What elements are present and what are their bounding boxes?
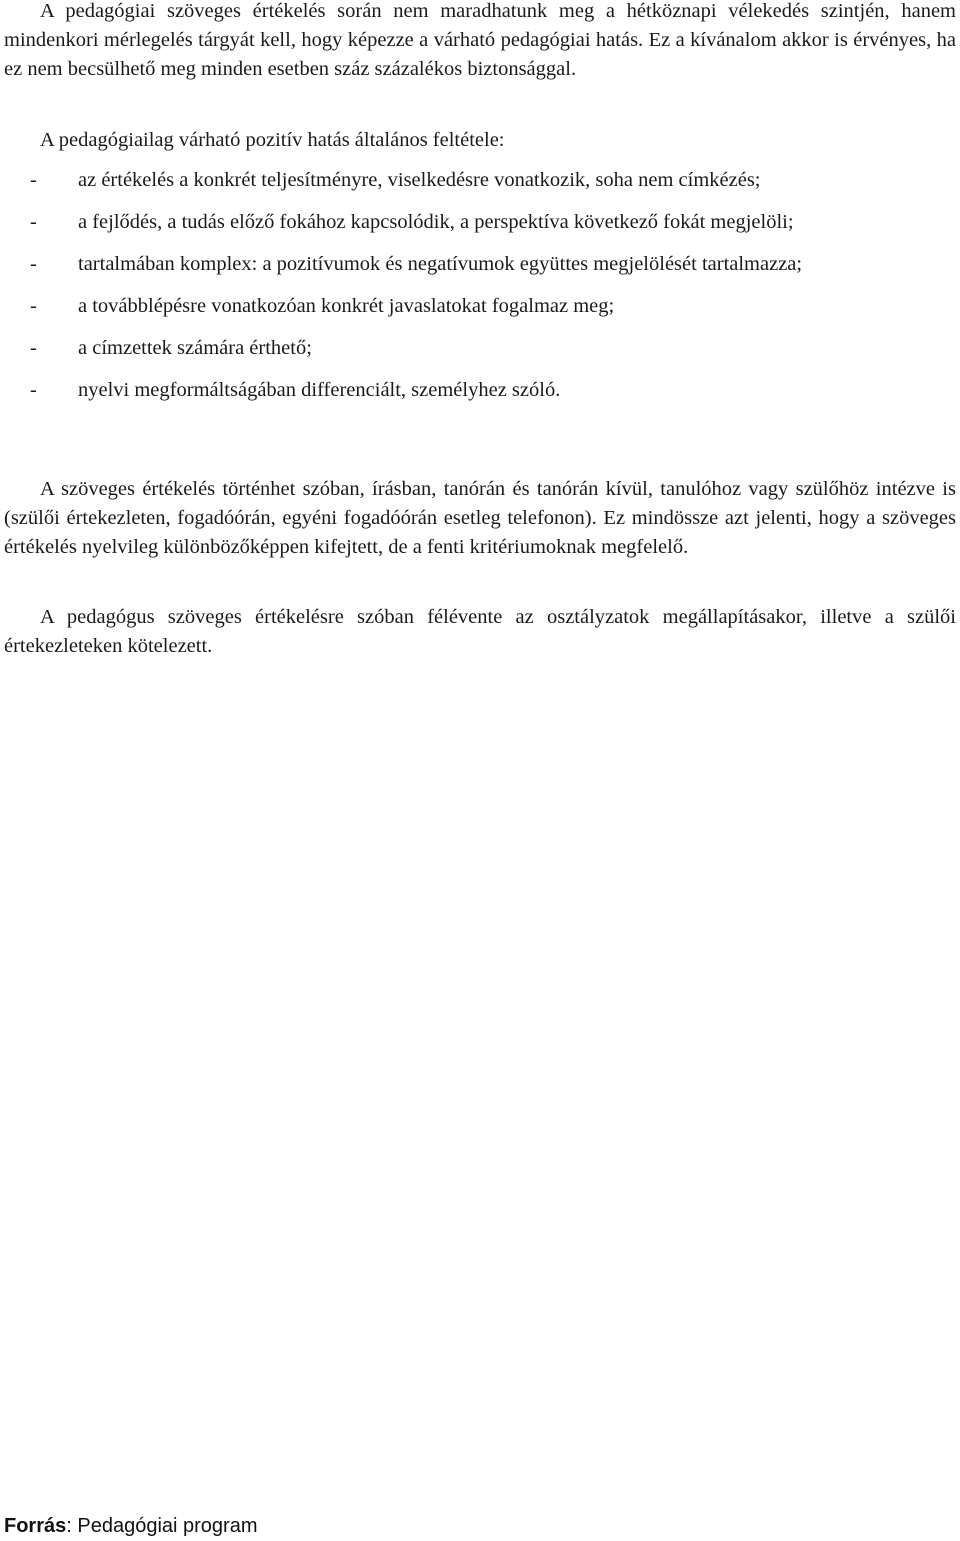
- source-label: Forrás: [4, 1515, 67, 1537]
- list-item: [4, 250, 956, 279]
- list-item-text: a továbblépésre vonatkozóan konkrét javaslatokat fogalmaz meg;: [78, 295, 615, 317]
- list-item-text: a fejlődés, a tudás előző fokához kapcsolódik, a perspektíva következő fokát megjelöli;: [78, 211, 794, 233]
- oral-written-paragraph: A szöveges értékelés történhet szóban, írásban, tanórán és tanórán kívül, tanulóhoz vagy szülőhöz intézve is (szülői értekezleten, fogadóórán, egyéni fogadóórán esetleg telefonon). Ez mindössze azt jelenti, hogy a szöveges értékelés nyelvileg különbözőképpen kifejtett, de a fenti kritériumoknak megfelelő.: [4, 478, 956, 558]
- source-separator: :: [66, 1515, 72, 1537]
- list-dash: -: [30, 295, 37, 317]
- list-item-text: nyelvi megformáltságában differenciált, személyhez szóló.: [78, 379, 561, 401]
- source-note: [4, 1514, 258, 1538]
- source-value: Pedagógiai program: [77, 1515, 258, 1537]
- list-item: [4, 292, 956, 321]
- list-item-text: az értékelés a konkrét teljesítményre, viselkedésre vonatkozik, soha nem címkézés;: [78, 169, 761, 191]
- intro-paragraph: A pedagógiai szöveges értékelés során nem maradhatunk meg a hétköznapi vélekedés szintjén, hanem mindenkori mérlegelés tárgyát kell, hogy képezze a várható pedagógiai hatás. Ez a kívánalom akkor is érvényes, ha ez nem becsülhető meg minden esetben száz százalékos biztonsággal.: [4, 0, 956, 80]
- list-item-text: a címzettek számára érthető;: [78, 337, 312, 359]
- list-item: [4, 334, 956, 363]
- conditions-list: [4, 166, 956, 418]
- list-dash: -: [30, 253, 37, 275]
- list-item-text: tartalmában komplex: a pozitívumok és negatívumok együttes megjelölését tartalmazza;: [78, 253, 803, 275]
- list-item: [4, 376, 956, 405]
- list-item: [4, 166, 956, 195]
- list-dash: -: [30, 211, 37, 233]
- list-dash: -: [30, 169, 37, 191]
- list-dash: -: [30, 337, 37, 359]
- condition-heading: A pedagógiailag várható pozitív hatás általános feltétele:: [40, 129, 505, 151]
- list-dash: -: [30, 379, 37, 401]
- list-item: [4, 208, 956, 237]
- obligation-paragraph: A pedagógus szöveges értékelésre szóban félévente az osztályzatok megállapításakor, illetve a szülői értekezleteken kötelezett.: [4, 606, 956, 657]
